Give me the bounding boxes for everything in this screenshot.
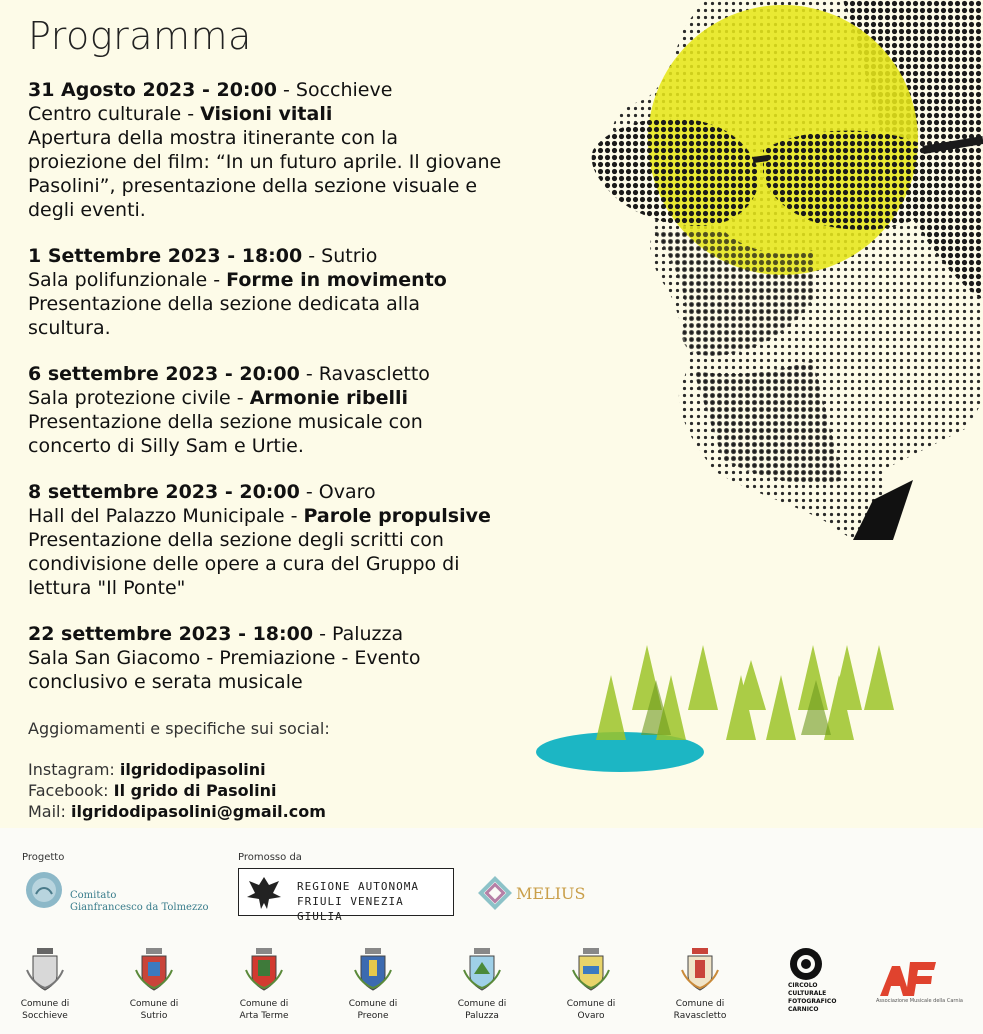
event-place: - Ovaro [299, 481, 376, 503]
circolo-line: FOTOGRAFICO [788, 998, 837, 1005]
facebook-page[interactable]: Il grido di Pasolini [113, 781, 277, 800]
event-venue: Centro culturale - [28, 103, 201, 125]
comitato-line2: Gianfrancesco da Tolmezzo [70, 902, 209, 913]
event-item [28, 78, 618, 222]
event-item [28, 622, 618, 694]
event-desc-line: proiezione del film: “In un futuro aprile. Il giovane [28, 151, 502, 173]
page-title: Programma [28, 14, 252, 58]
event-venue: Hall del Palazzo Municipale - [28, 505, 304, 527]
instagram-label: Instagram: [28, 760, 120, 779]
town-logo [114, 946, 194, 1022]
amc-logo-icon [876, 958, 938, 998]
crest-icon [134, 946, 174, 992]
event-venue: Sala San Giacomo - Premiazione - Evento [28, 647, 421, 669]
circolo-line: CARNICO [788, 1006, 819, 1013]
regione-logo [238, 868, 454, 923]
event-desc-line: condivisione delle opere a cura del Gruppo di [28, 553, 460, 575]
event-place: - Ravascletto [299, 363, 430, 385]
town-line1: Comune di [566, 999, 616, 1009]
event-list [28, 78, 618, 716]
event-section: Forme in movimento [226, 269, 447, 291]
event-desc-line: concerto di Silly Sam e Urtie. [28, 435, 304, 457]
mail-address[interactable]: ilgridodipasolini@gmail.com [70, 802, 326, 821]
event-date: 22 settembre 2023 - 18:00 [28, 623, 314, 645]
circolo-line: CIRCOLO [788, 982, 818, 989]
melius-name: MELIUS [516, 884, 586, 903]
town-logo [660, 946, 740, 1022]
town-logo [442, 946, 522, 1022]
event-section: Armonie ribelli [249, 387, 409, 409]
crest-icon [571, 946, 611, 992]
regione-line1: REGIONE AUTONOMA [297, 880, 419, 893]
amc-logo [876, 958, 966, 1004]
instagram-handle[interactable]: ilgridodipasolini [119, 760, 266, 779]
town-line2: Sutrio [140, 1011, 168, 1021]
town-line1: Comune di [457, 999, 507, 1009]
town-logo [224, 946, 304, 1022]
event-desc-line: Presentazione della sezione degli scritti con [28, 529, 444, 551]
event-desc-line: Presentazione della sezione dedicata alla [28, 293, 420, 315]
event-place: - Sutrio [302, 245, 378, 267]
event-date: 6 settembre 2023 - 20:00 [28, 363, 300, 385]
mail-label: Mail: [28, 802, 71, 821]
sponsor-footer [0, 828, 983, 1034]
town-logo [333, 946, 413, 1022]
regione-line2: FRIULI VENEZIA GIULIA [297, 895, 404, 923]
town-line1: Comune di [20, 999, 70, 1009]
social-section [28, 718, 330, 822]
circolo-line: CULTURALE [788, 990, 827, 997]
event-desc-line: Apertura della mostra itinerante con la [28, 127, 398, 149]
crest-icon [680, 946, 720, 992]
facebook-label: Facebook: [28, 781, 114, 800]
event-section: Visioni vitali [200, 103, 333, 125]
crest-icon [244, 946, 284, 992]
town-logo [5, 946, 85, 1022]
event-item [28, 244, 618, 340]
event-section: Parole propulsive [303, 505, 491, 527]
event-desc-line: Pasolini”, presentazione della sezione visuale e [28, 175, 478, 197]
town-line2: Socchieve [22, 1011, 68, 1021]
event-item [28, 480, 618, 600]
town-line2: Ravascletto [673, 1011, 727, 1021]
circolo-logo [788, 946, 837, 1014]
eagle-icon [245, 873, 283, 913]
comitato-logo-icon [24, 870, 64, 910]
event-venue: Sala polifunzionale - [28, 269, 227, 291]
promosso-label: Promosso da [238, 852, 302, 863]
event-item [28, 362, 618, 458]
amc-name: Associazione Musicale della Carnia [876, 998, 963, 1004]
town-line2: Arta Terme [239, 1011, 289, 1021]
social-heading: Aggiomamenti e specifiche sui social: [28, 719, 330, 738]
town-logo [551, 946, 631, 1022]
progetto-label: Progetto [22, 852, 65, 863]
town-line2: Ovaro [577, 1011, 605, 1021]
crest-icon [462, 946, 502, 992]
event-place: - Socchieve [276, 79, 393, 101]
town-line1: Comune di [675, 999, 725, 1009]
event-desc-line: lettura "Il Ponte" [28, 577, 186, 599]
town-line1: Comune di [348, 999, 398, 1009]
pasolini-portrait-illustration [583, 0, 983, 560]
event-venue: Sala protezione civile - [28, 387, 250, 409]
event-date: 31 Agosto 2023 - 20:00 [28, 79, 277, 101]
town-line2: Preone [357, 1011, 389, 1021]
crest-icon [25, 946, 65, 992]
event-date: 8 settembre 2023 - 20:00 [28, 481, 300, 503]
event-desc-line: scultura. [28, 317, 111, 339]
event-place: - Paluzza [313, 623, 404, 645]
event-desc-line: degli eventi. [28, 199, 146, 221]
comitato-name [70, 890, 209, 914]
crest-icon [353, 946, 393, 992]
event-desc-line: Presentazione della sezione musicale con [28, 411, 423, 433]
camera-eye-icon [788, 946, 824, 982]
event-date: 1 Settembre 2023 - 18:00 [28, 245, 303, 267]
town-line1: Comune di [239, 999, 289, 1009]
comitato-line1: Comitato [70, 890, 117, 901]
town-line2: Paluzza [465, 1011, 499, 1021]
town-line1: Comune di [129, 999, 179, 1009]
event-desc-line: conclusivo e serata musicale [28, 671, 303, 693]
melius-logo-icon [478, 876, 512, 910]
